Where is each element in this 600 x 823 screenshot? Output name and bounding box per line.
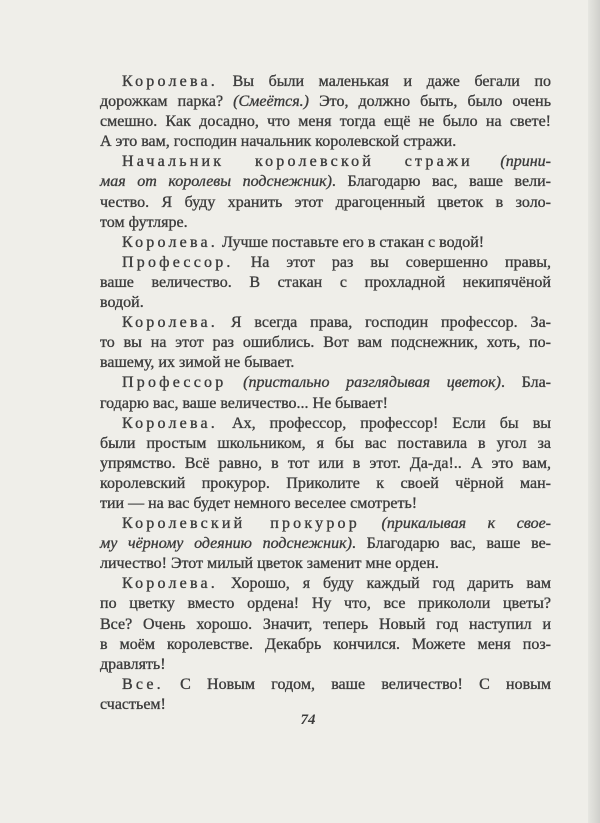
- dialogue-text: Это, должно быть, было очень: [309, 93, 552, 111]
- text-line: [100, 414, 551, 434]
- dialogue-paragraph: [100, 675, 551, 715]
- text-line: [100, 434, 551, 454]
- text-line: [100, 172, 551, 192]
- text-line: [100, 193, 551, 213]
- dialogue-text: тии — на вас будет немного веселее смотреть!: [100, 494, 418, 512]
- text-line: [100, 373, 551, 393]
- dialogue-paragraph: [100, 72, 551, 152]
- speaker-name: Королевский прокурор: [122, 515, 360, 533]
- dialogue-text: Ах, профессор, профессор! Если бы вы: [218, 414, 551, 432]
- dialogue-text: были простым школьником, я бы вас поставила в угол за: [100, 434, 551, 452]
- text-line: [100, 514, 551, 534]
- dialogue-text: чество. Я буду хранить этот драгоценный цветок в золо-: [100, 193, 551, 211]
- stage-direction: (Смеётся.): [233, 93, 309, 111]
- stage-direction: мая от королевы подснежник): [100, 173, 332, 191]
- text-line: [100, 92, 551, 112]
- dialogue-text: водой.: [100, 294, 144, 312]
- text-line: [100, 353, 551, 373]
- dialogue-text: упрямство. Всё равно, в тот или в этот. Да-да!.. А это вам,: [100, 454, 551, 472]
- dialogue-text: дорожкам парка?: [100, 93, 234, 111]
- dialogue-text: смешно. Как досадно, что меня тогда ещё не было на свете!: [100, 113, 551, 131]
- text-line: [100, 474, 551, 494]
- dialogue-text: . Благодарю вас, ваше ве-: [351, 535, 552, 553]
- dialogue-paragraph: [100, 313, 551, 373]
- page-number: 74: [300, 712, 316, 728]
- speaker-name: Королева.: [122, 73, 218, 90]
- speaker-name: Королева.: [122, 414, 218, 432]
- dialogue-text: в моём королевстве. Декабрь кончился. Можете меня поз-: [100, 635, 551, 653]
- text-line: [100, 615, 551, 635]
- dialogue-text: том футляре.: [100, 213, 188, 231]
- speaker-name: Начальник королевской стражи: [122, 153, 473, 171]
- speaker-name: Профессор: [122, 374, 227, 392]
- text-line: [100, 635, 551, 655]
- dialogue-text: ваше величество. В стакан с прохладной некипячёной: [100, 273, 551, 291]
- dialogue-paragraph: [100, 253, 551, 313]
- text-line: [100, 152, 551, 172]
- text-line: [100, 394, 551, 414]
- text-line: [100, 273, 551, 293]
- text-line: [100, 655, 551, 675]
- dialogue-paragraph: [100, 414, 551, 514]
- dialogue-text: личество! Этот милый цветок заменит мне орден.: [100, 555, 439, 573]
- dialogue-text: На этот раз вы совершенно правы,: [233, 253, 551, 271]
- text-line: [100, 574, 551, 594]
- text-line: [100, 333, 551, 353]
- dialogue-text: Лучше поставьте его в стакан с водой!: [218, 233, 485, 251]
- dialogue-text: С Новым годом, ваше величество! С новым: [163, 675, 551, 693]
- speaker-name: Королева.: [122, 233, 218, 251]
- stage-direction: (пристально разглядывая цветок): [226, 374, 501, 392]
- text-line: [100, 112, 551, 132]
- dialogue-paragraph: [100, 152, 551, 232]
- stage-direction: (прикалывая к свое-: [359, 515, 552, 533]
- dialogue-text: . Благодарю вас, ваше вели-: [331, 173, 551, 191]
- dialogue-text: вашему, их зимой не бывает.: [100, 354, 295, 372]
- dialogue-text: Хорошо, я буду каждый год дарить вам: [218, 575, 551, 593]
- text-line: [100, 494, 551, 514]
- stage-direction: (прини-: [472, 153, 552, 171]
- dialogue-text: то вы на этот раз ошиблись. Вот вам подснежник, хоть, по-: [100, 334, 551, 352]
- text-line: [100, 253, 551, 273]
- dialogue-paragraph: [100, 514, 551, 574]
- dialogue-text: королевский прокурор. Приколите к своей чёрной ман-: [100, 474, 551, 492]
- dialogue-text: счастьем!: [100, 695, 166, 713]
- text-line: [100, 675, 551, 695]
- dialogue-text: Все? Очень хорошо. Значит, теперь Новый год наступил и: [100, 615, 551, 633]
- dialogue-text: дравлять!: [100, 655, 166, 673]
- speaker-name: Профессор.: [122, 253, 234, 271]
- speaker-name: Все.: [122, 675, 164, 693]
- text-line: [100, 213, 551, 233]
- stage-direction: му чёрному одеянию подснежник): [100, 535, 352, 553]
- dialogue-text: Я всегда права, господин профессор. За-: [218, 314, 551, 332]
- dialogue-paragraph: [100, 373, 551, 413]
- text-line: [100, 72, 551, 92]
- dialogue-text: Вы были маленькая и даже бегали по: [218, 73, 551, 90]
- speaker-name: Королева.: [122, 575, 218, 593]
- text-line: [100, 293, 551, 313]
- dialogue-text: . Бла-: [500, 374, 552, 392]
- dialogue-paragraph: [100, 574, 551, 674]
- speaker-name: Королева.: [122, 314, 218, 332]
- dialogue-text: А это вам, господин начальник королевской стражи.: [100, 133, 457, 151]
- text-line: [100, 594, 551, 614]
- page-edge-shadow: [588, 0, 600, 823]
- dialogue-text: годарю вас, ваше величество... Не бывает!: [100, 394, 388, 412]
- text-line: [100, 454, 551, 474]
- dialogue-text: по цветку вместо ордена! Ну что, все прикололи цветы?: [100, 595, 551, 613]
- dialogue-paragraph: [100, 233, 551, 253]
- text-line: [100, 534, 551, 554]
- play-text: [100, 72, 551, 715]
- text-line: [100, 554, 551, 574]
- text-line: [100, 233, 551, 253]
- text-line: [100, 132, 551, 152]
- text-line: [100, 313, 551, 333]
